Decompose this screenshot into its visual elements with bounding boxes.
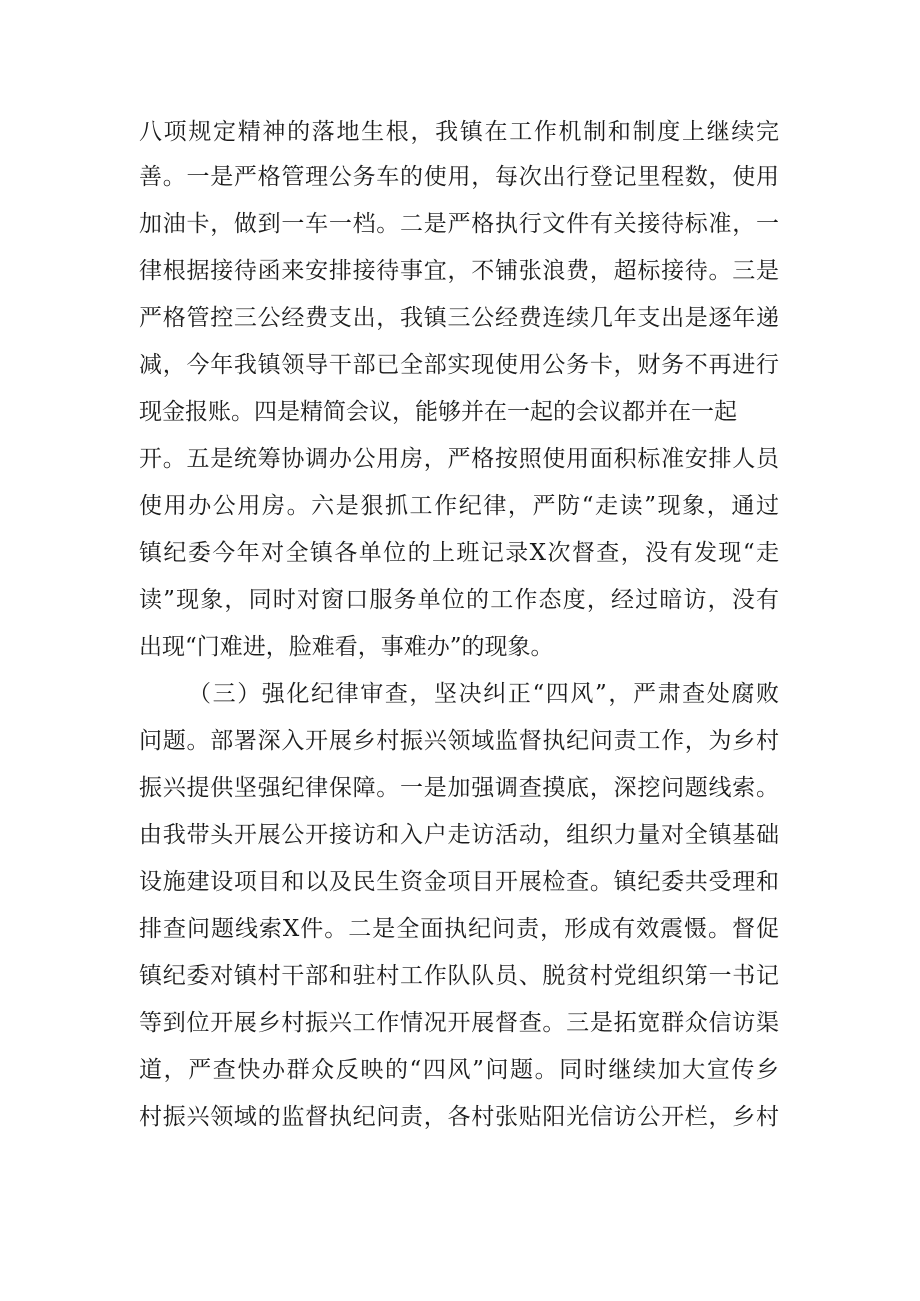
- section-heading-line: （三）强化纪律审查，坚决纠正“四风”，严肃查处腐败: [188, 681, 779, 707]
- text-line: 镇纪委对镇村干部和驻村工作队队员、脱贫村党组织第一书记: [139, 963, 779, 989]
- text-line: 设施建设项目和以及民生资金项目开展检查。镇纪委共受理和: [139, 869, 779, 895]
- text-line: 道，严查快办群众反映的“四风”问题。同时继续加大宣传乡: [139, 1057, 779, 1083]
- text-line: 排查问题线索X件。二是全面执纪问责，形成有效震慑。督促: [139, 916, 779, 942]
- text-line: 律根据接待函来安排接待事宜，不铺张浪费，超标接待。三是: [139, 258, 779, 284]
- text-line: 八项规定精神的落地生根，我镇在工作机制和制度上继续完: [139, 119, 779, 145]
- text-line: 严格管控三公经费支出，我镇三公经费连续几年支出是逐年递: [139, 305, 779, 331]
- text-line: 等到位开展乡村振兴工作情况开展督查。三是拓宽群众信访渠: [139, 1010, 779, 1036]
- text-line: 镇纪委今年对全镇各单位的上班记录X次督查，没有发现“走: [139, 540, 779, 566]
- text-line: 开。五是统筹协调办公用房，严格按照使用面积标准安排人员: [139, 446, 779, 472]
- text-line: 问题。部署深入开展乡村振兴领域监督执纪问责工作，为乡村: [139, 728, 779, 754]
- text-line: 加油卡，做到一车一档。二是严格执行文件有关接待标准，一: [139, 211, 779, 237]
- text-line: 减，今年我镇领导干部已全部实现使用公务卡，财务不再进行: [139, 352, 779, 378]
- text-line: 村振兴领域的监督执纪问责，各村张贴阳光信访公开栏，乡村: [139, 1104, 779, 1130]
- text-line: 现金报账。四是精简会议，能够并在一起的会议都并在一起: [139, 399, 737, 425]
- text-line: 振兴提供坚强纪律保障。一是加强调查摸底，深挖问题线索。: [139, 775, 779, 801]
- text-line: 出现“门难进，脸难看，事难办”的现象。: [139, 634, 554, 660]
- text-line: 善。一是严格管理公务车的使用，每次出行登记里程数，使用: [139, 164, 779, 190]
- text-line: 读”现象，同时对窗口服务单位的工作态度，经过暗访，没有: [139, 587, 779, 613]
- text-line: 由我带头开展公开接访和入户走访活动，组织力量对全镇基础: [139, 822, 779, 848]
- text-line: 使用办公用房。六是狠抓工作纪律，严防“走读”现象，通过: [139, 493, 779, 519]
